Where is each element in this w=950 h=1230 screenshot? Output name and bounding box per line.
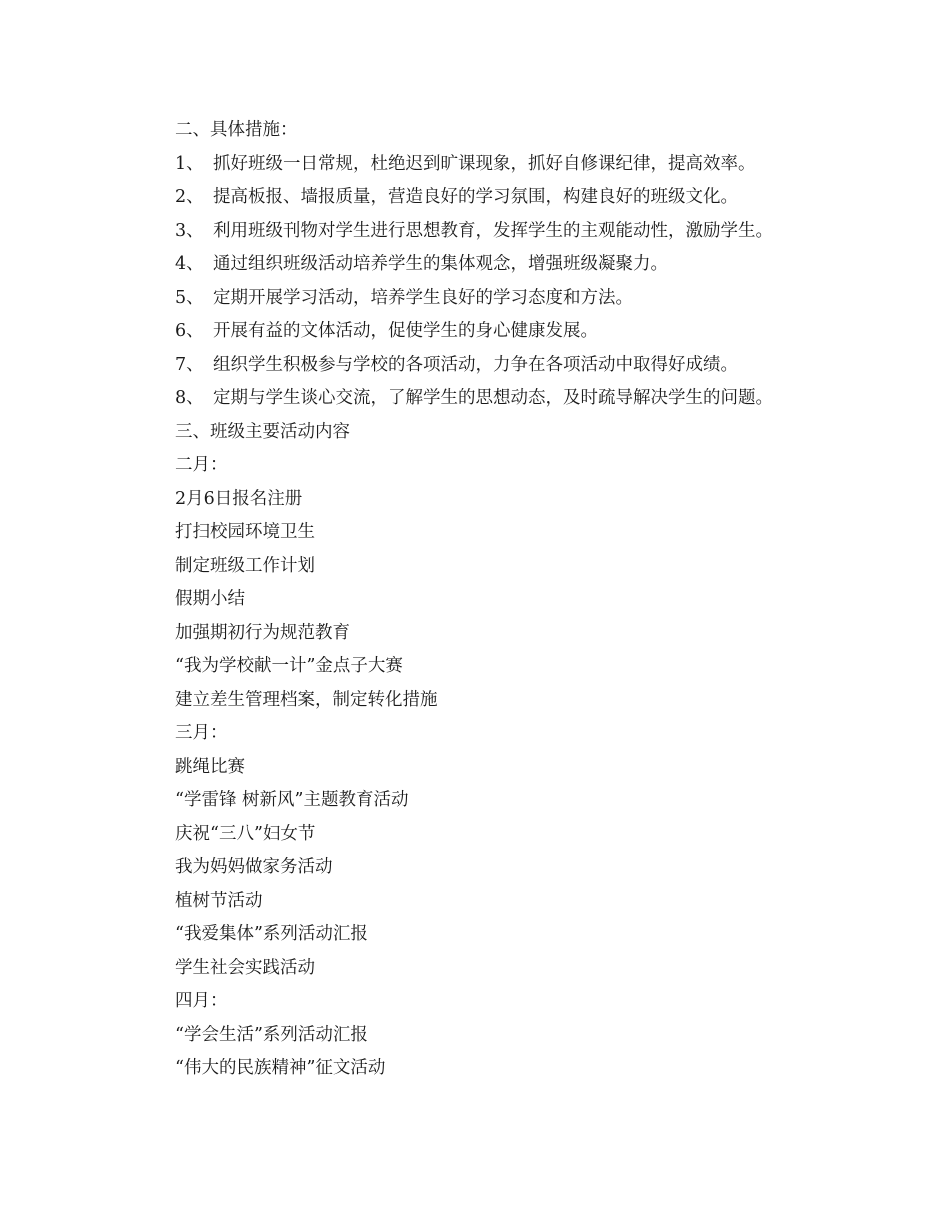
measure-item	[175, 148, 875, 182]
activity-item: “我爱集体”系列活动汇报	[175, 924, 368, 944]
activity-item: 我为妈妈做家务活动	[175, 857, 333, 877]
activity-item: 学生社会实践活动	[175, 957, 315, 978]
measure-text: 定期与学生谈心交流，了解学生的思想动态，及时疏导解决学生的问题。	[213, 388, 773, 408]
measure-number: 6、	[175, 321, 204, 341]
measure-text: 定期开展学习活动，培养学生良好的学习态度和方法。	[213, 287, 633, 308]
document-body	[175, 114, 875, 1086]
activity-item: 2月6日报名注册	[175, 488, 303, 509]
activity-item: “我为学校献一计”金点子大赛	[175, 656, 403, 676]
measure-item	[175, 181, 875, 215]
measure-text: 利用班级刊物对学生进行思想教育，发挥学生的主观能动性，激励学生。	[213, 220, 773, 241]
section-heading-measures: 二、具体措施：	[175, 120, 298, 140]
measure-item	[175, 315, 875, 349]
section-heading-activities: 三、班级主要活动内容	[175, 421, 350, 442]
measure-item	[175, 248, 875, 282]
month-label-feb: 二月：	[175, 455, 228, 475]
measure-item	[175, 282, 875, 316]
measure-item	[175, 382, 875, 416]
activity-item: “学雷锋 树新风”主题教育活动	[175, 790, 409, 810]
measure-text: 抓好班级一日常规，杜绝迟到旷课现象，抓好自修课纪律，提高效率。	[213, 153, 756, 174]
month-label-apr: 四月：	[175, 991, 228, 1011]
measure-number: 4、	[175, 254, 204, 274]
measure-number: 2、	[175, 187, 204, 207]
activity-item: 制定班级工作计划	[175, 555, 315, 576]
measure-text: 开展有益的文体活动，促使学生的身心健康发展。	[213, 321, 598, 341]
measure-number: 3、	[175, 220, 204, 241]
activity-item: 建立差生管理档案，制定转化措施	[175, 689, 438, 710]
activity-item: 庆祝“三八”妇女节	[175, 823, 316, 844]
measure-text: 组织学生积极参与学校的各项活动，力争在各项活动中取得好成绩。	[213, 354, 738, 375]
measure-item	[175, 349, 875, 383]
activity-item: 植树节活动	[175, 890, 263, 911]
activity-item: “学会生活”系列活动汇报	[175, 1024, 368, 1045]
month-label-mar: 三月：	[175, 723, 228, 743]
measure-text: 通过组织班级活动培养学生的集体观念，增强班级凝聚力。	[213, 254, 668, 274]
measure-number: 5、	[175, 287, 204, 308]
activity-item: 打扫校园环境卫生	[175, 522, 315, 542]
measure-item	[175, 215, 875, 249]
activity-item: 加强期初行为规范教育	[175, 622, 350, 643]
measure-number: 1、	[175, 153, 204, 174]
activity-item: 跳绳比赛	[175, 756, 245, 777]
measure-number: 8、	[175, 388, 204, 408]
measure-number: 7、	[175, 354, 204, 375]
measure-text: 提高板报、墙报质量，营造良好的学习氛围，构建良好的班级文化。	[213, 187, 738, 207]
activity-item: “伟大的民族精神”征文活动	[175, 1058, 386, 1078]
activity-item: 假期小结	[175, 589, 245, 609]
